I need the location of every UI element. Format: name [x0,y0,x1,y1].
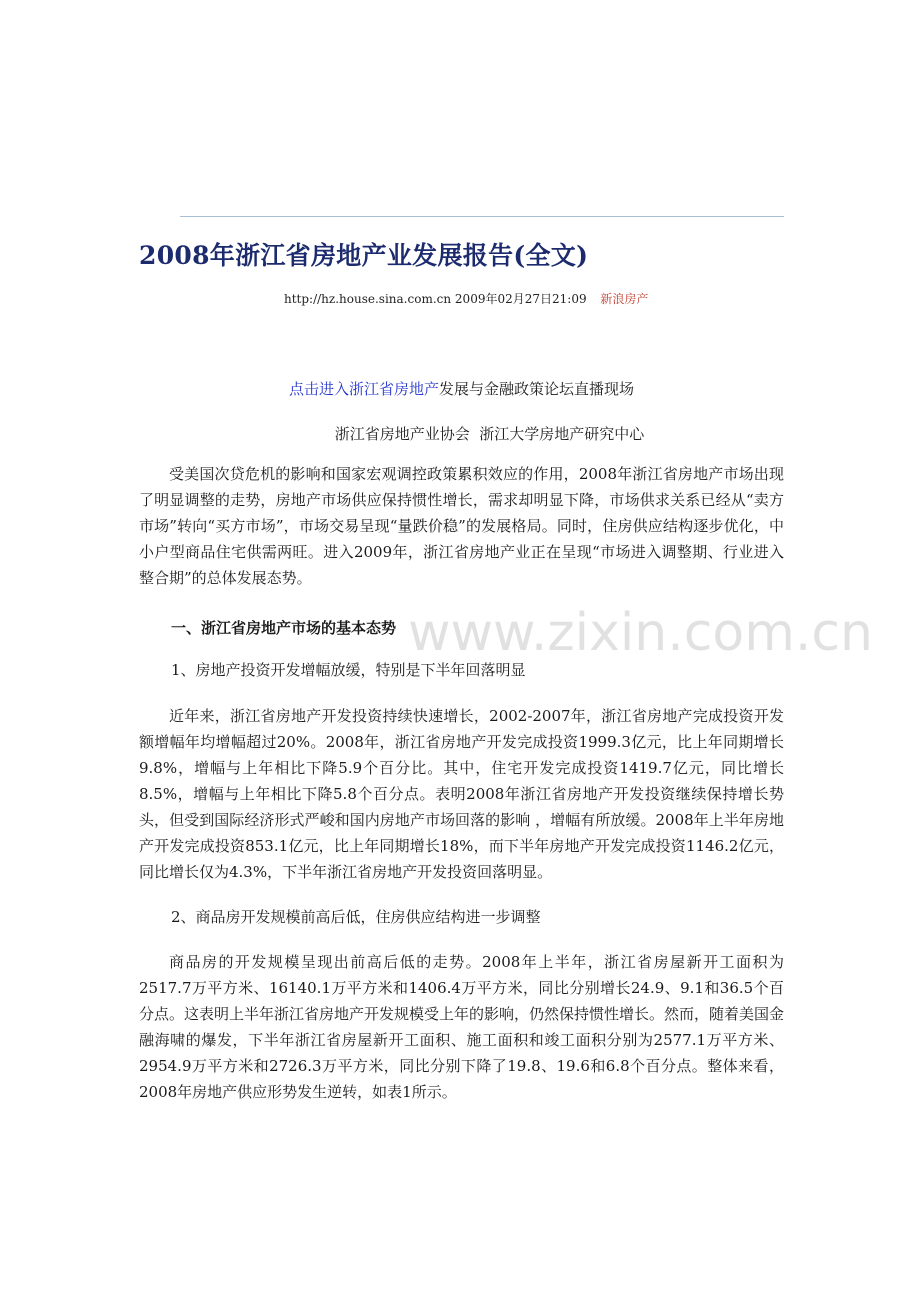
article-title: 2008年浙江省房地产业发展报告(全文) [139,241,589,270]
article-meta [284,290,648,307]
subsection-heading-1: 1、房地产投资开发增幅放缓，特别是下半年回落明显 [171,661,526,679]
meta-url[interactable]: http://hz.house.sina.com.cn [284,292,452,306]
top-divider [180,216,784,217]
forum-link-line [139,378,784,399]
forum-link-rest: 发展与金融政策论坛直播现场 [439,380,635,398]
forum-link[interactable]: 点击进入浙江省房地产 [288,380,439,398]
paragraph-supply: 商品房的开发规模呈现出前高后低的走势。2008年上半年，浙江省房屋新开工面积为2517.7万平方米、16140.1万平方米和1406.4万平方米，同比分别增长24.9、9.1和36.5个百分点。这表明上半年浙江省房地产开发规模受上年的影响，仍然保持惯性增长。然而，随着美国金融海啸的爆发，下半年浙江省房屋新开工面积、施工面积和竣工面积分别为2577.1万平方米、2954.9万平方米和2726.3万平方米，同比分别下降了19.8、19.6和6.8个百分点。整体来看，2008年房地产供应形势发生逆转，如表1所示。 [139,953,785,1101]
watermark: www.zixin.com.cn [408,603,873,663]
paragraph-investment: 近年来，浙江省房地产开发投资持续快速增长，2002-2007年，浙江省房地产完成投资开发额增幅年均增幅超过20%。2008年，浙江省房地产开发完成投资1999.3亿元，比上年同期增长9.8%，增幅与上年相比下降5.9个百分比。其中，住宅开发完成投资1419.7亿元，同比增长8.5%，增幅与上年相比下降5.8个百分点。表明2008年浙江省房地产开发投资继续保持增长势头，但受到国际经济形式严峻和国内房地产市场回落的影响 ，增幅有所放缓。2008年上半年房地产开发完成投资853.1亿元，比上年同期增长18%，而下半年房地产开发完成投资1146.2亿元，同比增长仅为4.3%，下半年浙江省房地产开发投资回落明显。 [139,707,784,881]
section-heading-1: 一、浙江省房地产市场的基本态势 [171,619,397,637]
meta-source-link[interactable]: 新浪房产 [600,292,649,306]
author-orgs: 浙江省房地产业协会 浙江大学房地产研究中心 [334,425,645,443]
meta-time: 2009年02月27日21:09 [454,292,587,306]
subsection-heading-2: 2、商品房开发规模前高后低，住房供应结构进一步调整 [171,908,541,926]
paragraph-intro: 受美国次贷危机的影响和国家宏观调控政策累积效应的作用，2008年浙江省房地产市场出现了明显调整的走势，房地产市场供应保持惯性增长，需求却明显下降，市场供求关系已经从“卖方市场”转向“买方市场”，市场交易呈现“量跌价稳”的发展格局。同时，住房供应结构逐步优化，中小户型商品住宅供需两旺。进入2009年，浙江省房地产业正在呈现“市场进入调整期、行业进入整合期”的总体发展态势。 [139,465,784,587]
